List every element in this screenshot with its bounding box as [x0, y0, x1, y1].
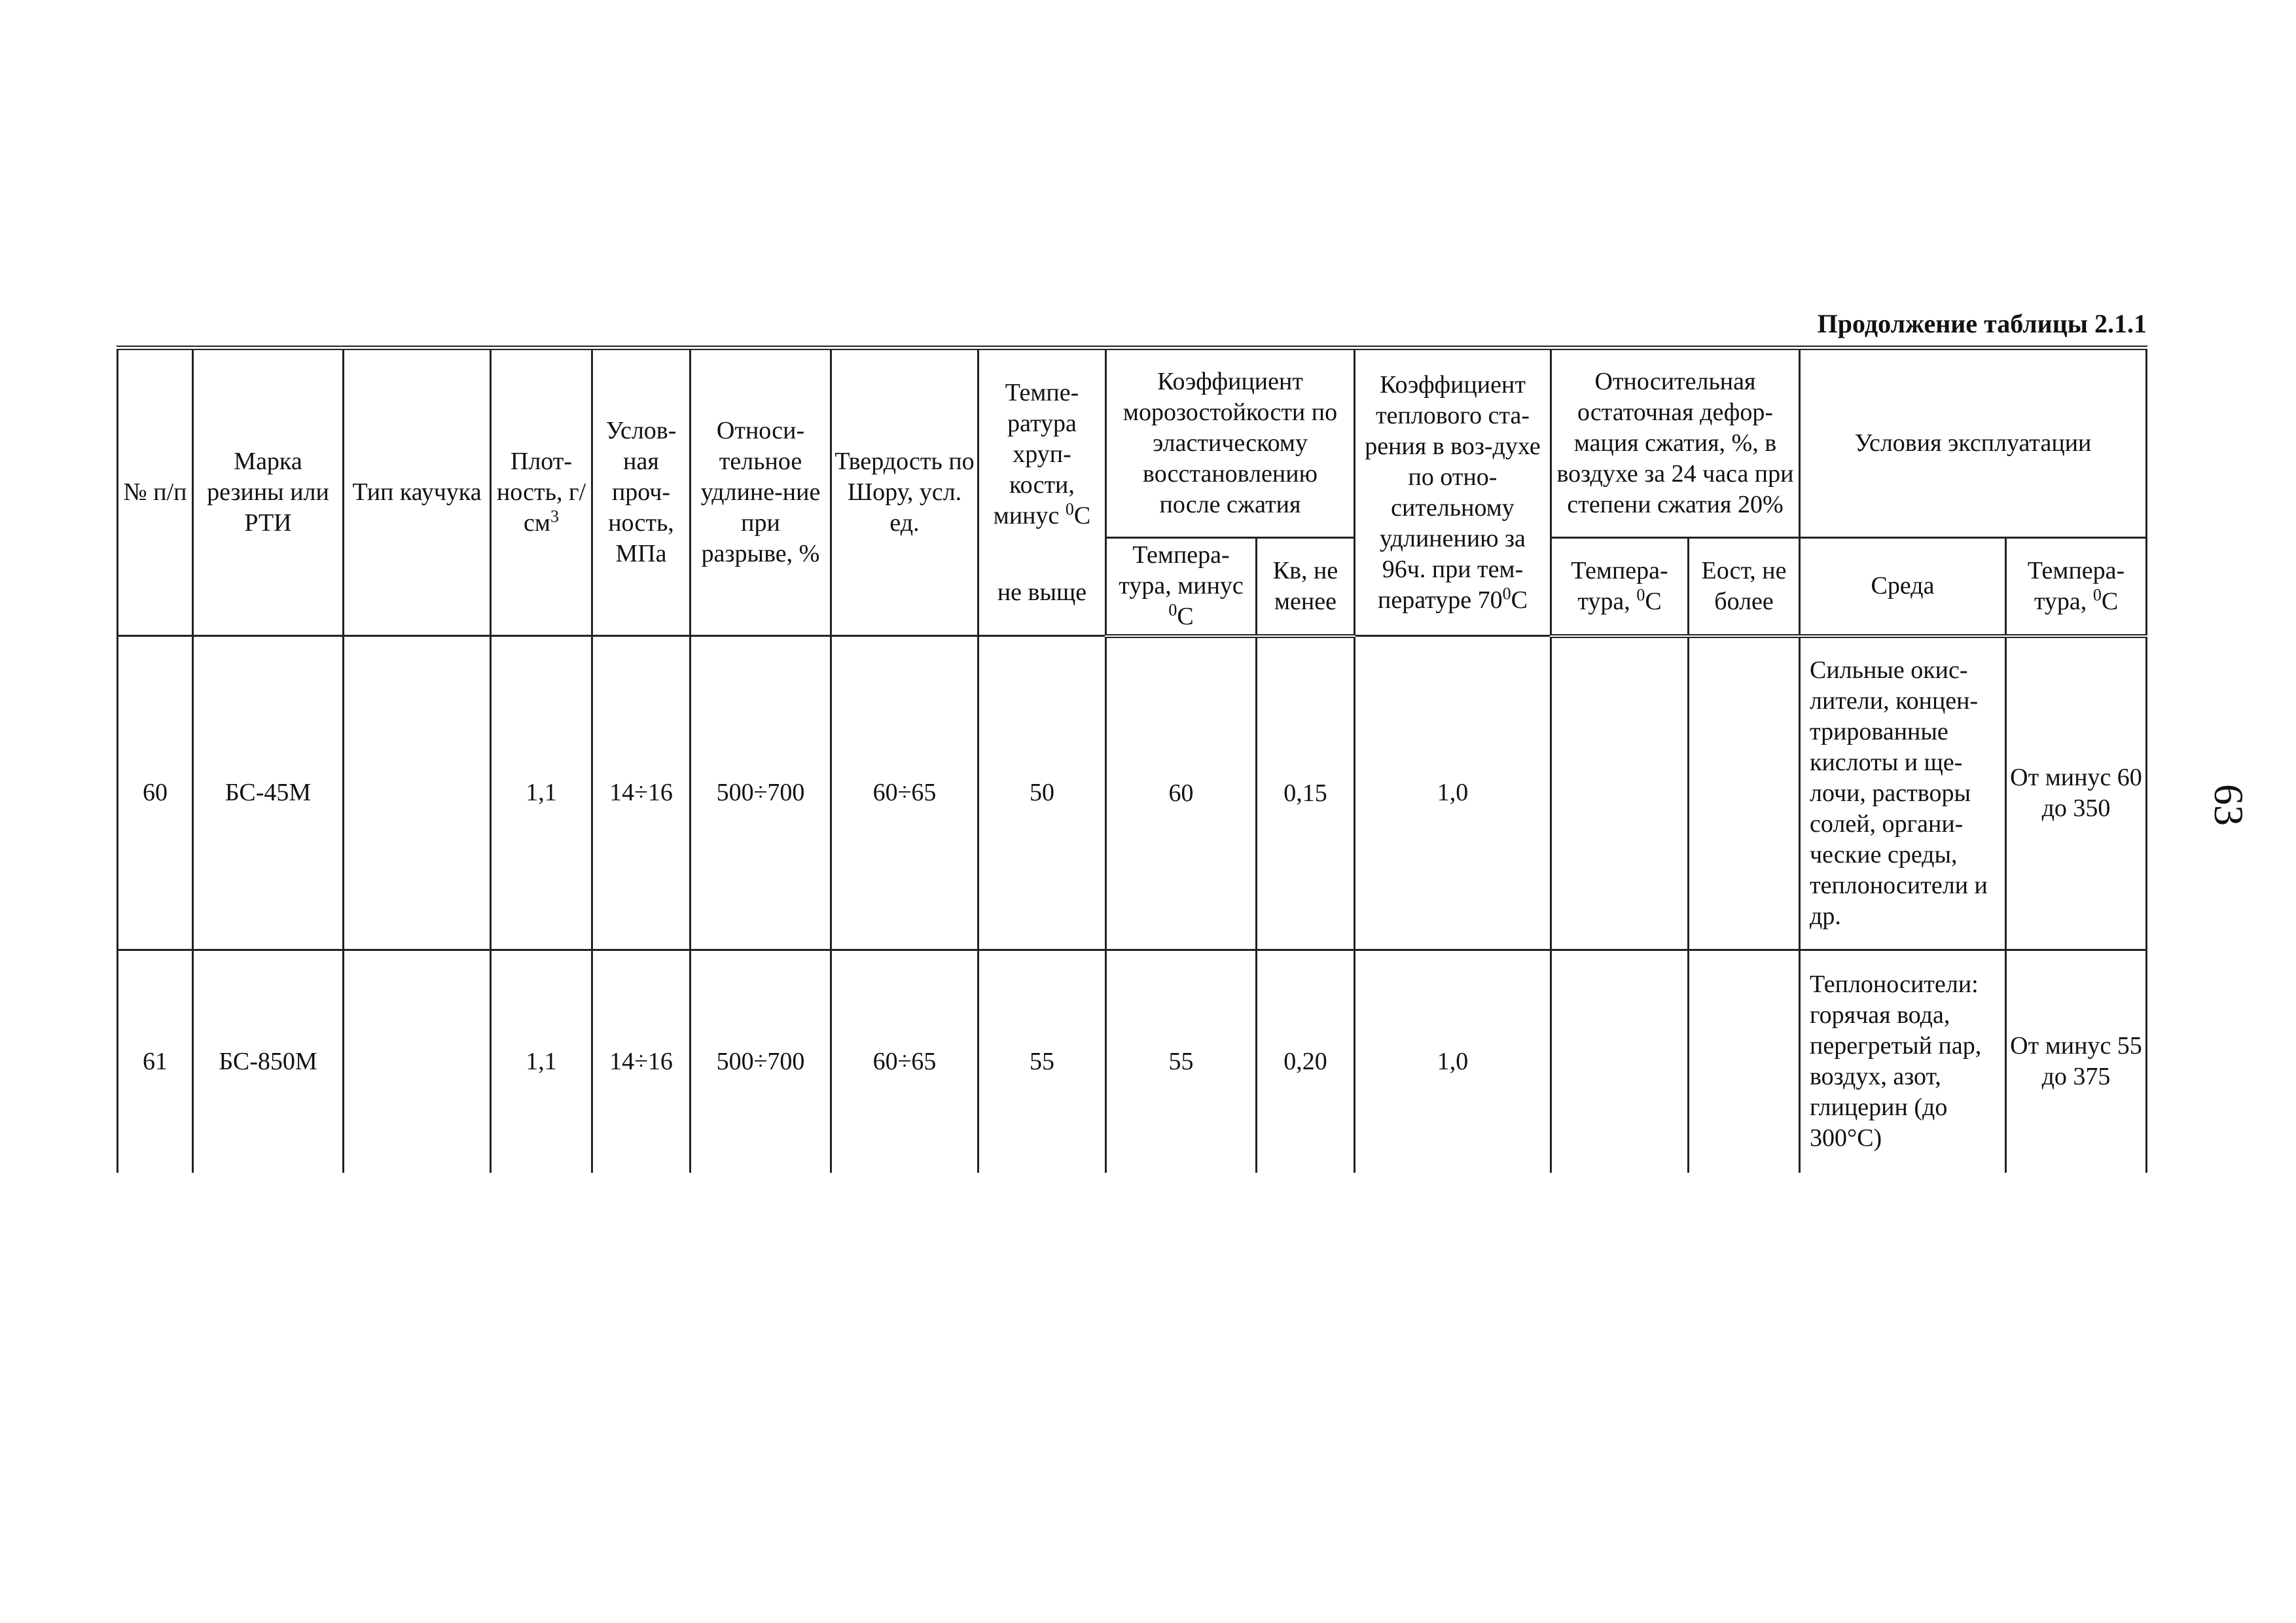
- header-num: № п/п: [118, 348, 193, 636]
- cell-hardness: 60÷65: [831, 636, 978, 950]
- cell-rubber-type: [344, 950, 491, 1173]
- header-density-sup: 3: [550, 507, 559, 526]
- header-frost-temp-unit: С: [1177, 603, 1194, 631]
- header-frost-temp-text: Темпера-тура, минус: [1119, 541, 1244, 600]
- header-aging: [1355, 348, 1551, 636]
- cell-environment: Сильные окис-лители, концен-трированные кислоты и ще-лочи, растворы солей, органи-ческие среды, теплоносители и др.: [1800, 636, 2006, 950]
- cell-op-temp: От минус 55 до 375: [2006, 950, 2147, 1173]
- header-deform-temp-sup: 0: [1636, 585, 1645, 605]
- header-brittleness-unit: С: [1073, 501, 1091, 529]
- cell-aging: 1,0: [1355, 636, 1551, 950]
- table-row: [118, 636, 2147, 950]
- table-caption: Продолжение таблицы 2.1.1: [1817, 309, 2147, 338]
- header-aging-unit: С: [1511, 586, 1528, 614]
- header-density-text: Плот-ность, г/см: [496, 448, 586, 537]
- cell-deform-temp: [1551, 636, 1689, 950]
- cell-hardness: 60÷65: [831, 950, 978, 1173]
- cell-density: 1,1: [491, 636, 592, 950]
- page-number: 63: [2206, 784, 2252, 826]
- cell-num: 60: [118, 636, 193, 950]
- cell-frost-kv: 0,20: [1257, 950, 1355, 1173]
- cell-rubber-type: [344, 636, 491, 950]
- header-environment: Среда: [1800, 538, 2006, 636]
- cell-deform-temp: [1551, 950, 1689, 1173]
- cell-brand: БС-850М: [193, 950, 344, 1173]
- header-frost-temp: [1106, 538, 1257, 636]
- header-strength: Услов-ная проч-ность, МПа: [592, 348, 691, 636]
- header-frost-temp-sup: 0: [1168, 600, 1177, 620]
- header-frost-group: Коэффициент морозостойкости по эластическому восстановлению после сжатия: [1106, 348, 1355, 538]
- header-op-temp-sup: 0: [2092, 585, 2102, 605]
- header-op-temp-unit: С: [2101, 587, 2119, 615]
- cell-environment: Теплоносители: горячая вода, перегретый пар, воздух, азот, глицерин (до 300°С): [1800, 950, 2006, 1173]
- header-frost-kv: Кв, не менее: [1257, 538, 1355, 636]
- cell-elongation: 500÷700: [691, 636, 831, 950]
- header-op-temp: [2006, 538, 2147, 636]
- header-aging-text: Коэффициент теплового ста-рения в воз-духе по отно-сительному удлинению за 96ч. при тем-пературе 70: [1365, 370, 1541, 614]
- header-operation-group: Условия эксплуатации: [1800, 348, 2147, 538]
- cell-brittleness: 55: [978, 950, 1106, 1173]
- cell-deform-eost: [1689, 950, 1800, 1173]
- header-brand: Марка резины или РТИ: [193, 348, 344, 636]
- header-brittleness-sup: 0: [1065, 499, 1074, 518]
- rubber-spec-table: [117, 346, 2147, 1173]
- cell-strength: 14÷16: [592, 636, 691, 950]
- cell-num: 61: [118, 950, 193, 1173]
- header-hardness: Твердость по Шору, усл. ед.: [831, 348, 978, 636]
- header-brittleness-note: не выще: [997, 578, 1087, 606]
- header-deformation-group: Относительная остаточная дефор-мация сжатия, %, в воздухе за 24 часа при степени сжатия 20%: [1551, 348, 1800, 538]
- header-rubber-type: Тип каучука: [344, 348, 491, 636]
- cell-brand: БС-45М: [193, 636, 344, 950]
- cell-elongation: 500÷700: [691, 950, 831, 1173]
- cell-strength: 14÷16: [592, 950, 691, 1173]
- cell-frost-temp: 60: [1106, 636, 1257, 950]
- cell-density: 1,1: [491, 950, 592, 1173]
- header-density: [491, 348, 592, 636]
- header-deform-temp: [1551, 538, 1689, 636]
- cell-brittleness: 50: [978, 636, 1106, 950]
- cell-frost-kv: 0,15: [1257, 636, 1355, 950]
- header-row-1: [118, 348, 2147, 538]
- header-deform-eost: Еост, не более: [1689, 538, 1800, 636]
- header-op-temp-text: Темпера-тура,: [2027, 556, 2125, 615]
- cell-aging: 1,0: [1355, 950, 1551, 1173]
- header-brittleness: [978, 348, 1106, 636]
- cell-op-temp: От минус 60 до 350: [2006, 636, 2147, 950]
- table-row: [118, 950, 2147, 1173]
- cell-deform-eost: [1689, 636, 1800, 950]
- header-brittleness-text: Темпе-ратура хруп-кости, минус: [993, 378, 1079, 529]
- header-elongation: Относи-тельное удлине-ние при разрыве, %: [691, 348, 831, 636]
- header-deform-temp-text: Темпера-тура,: [1571, 556, 1668, 615]
- cell-frost-temp: 55: [1106, 950, 1257, 1173]
- header-aging-sup: 0: [1502, 583, 1511, 603]
- header-deform-temp-unit: С: [1645, 587, 1662, 615]
